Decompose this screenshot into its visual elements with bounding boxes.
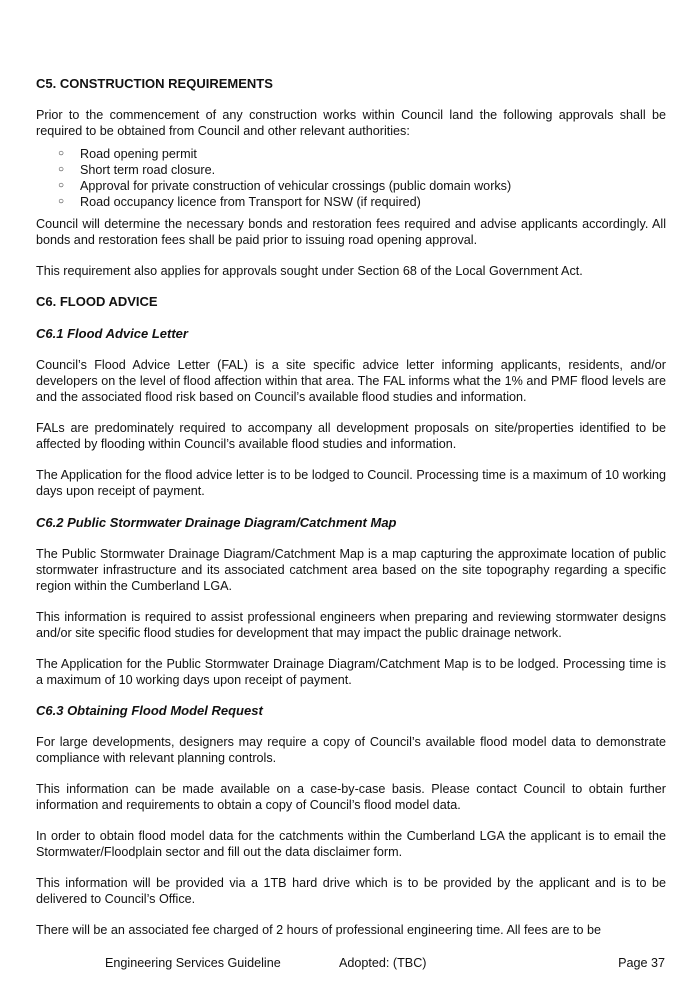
list-item: ○ Short term road closure. (58, 163, 216, 177)
hollow-circle-bullet-icon: ○ (58, 164, 65, 175)
c63-paragraph-2: This information can be made available on a case-by-case basis. Please contact Council to obtain further information and requirements to obtain a copy of Council’s flood model data. (36, 782, 666, 812)
hollow-circle-bullet-icon: ○ (58, 180, 65, 191)
c61-paragraph-3: The Application for the flood advice letter is to be lodged to Council. Processing time is a maximum of 10 working days upon receipt of payment. (36, 468, 666, 498)
hollow-circle-bullet-icon: ○ (58, 148, 65, 159)
c61-paragraph-1: Council’s Flood Advice Letter (FAL) is a site specific advice letter informing applicants, residents, and/or developers on the level of flood affection within that area. The FAL informs what the 1% and PMF flood levels are and the associated flood risk based on Council’s available flood studies and information. (36, 358, 666, 404)
c5-approvals-list (36, 146, 666, 210)
c63-heading: C6.3 Obtaining Flood Model Request (36, 703, 263, 718)
footer-adopted: Adopted: (TBC) (339, 956, 427, 970)
list-item: ○ Road occupancy licence from Transport for NSW (if required) (58, 195, 421, 209)
c61-paragraph-2: FALs are predominately required to accompany all development proposals on site/properties identified to be affected by flooding within Council’s available flood studies and information. (36, 421, 666, 451)
list-item: ○ Approval for private construction of vehicular crossings (public domain works) (58, 179, 512, 193)
c62-paragraph-1: The Public Stormwater Drainage Diagram/Catchment Map is a map capturing the approximate location of public stormwater infrastructure and its associated catchment area based on the site topography regarding a specific region within the Cumberland LGA. (36, 547, 666, 593)
hollow-circle-bullet-icon: ○ (58, 196, 65, 207)
c62-paragraph-3: The Application for the Public Stormwater Drainage Diagram/Catchment Map is to be lodged. Processing time is a maximum of 10 working days upon receipt of payment. (36, 657, 666, 687)
footer-document-title: Engineering Services Guideline (105, 956, 281, 970)
c5-intro: Prior to the commencement of any construction works within Council land the following approvals shall be required to be obtained from Council and other relevant authorities: (36, 108, 666, 138)
c5-heading: C5. CONSTRUCTION REQUIREMENTS (36, 76, 273, 91)
c61-heading: C6.1 Flood Advice Letter (36, 326, 188, 341)
c62-heading: C6.2 Public Stormwater Drainage Diagram/Catchment Map (36, 515, 397, 530)
c62-paragraph-2: This information is required to assist professional engineers when preparing and reviewing stormwater designs and/or site specific flood studies for development that may impact the public drainage network. (36, 610, 666, 640)
footer-page-number: Page 37 (618, 956, 665, 970)
c63-paragraph-5: There will be an associated fee charged of 2 hours of professional engineering time. All fees are to be (36, 923, 601, 937)
c63-paragraph-3: In order to obtain flood model data for the catchments within the Cumberland LGA the applicant is to email the Stormwater/Floodplain sector and fill out the data disclaimer form. (36, 829, 666, 859)
c5-bonds-paragraph: Council will determine the necessary bonds and restoration fees required and advise applicants accordingly. All bonds and restoration fees shall be paid prior to issuing road opening approval. (36, 217, 666, 247)
c63-paragraph-4: This information will be provided via a 1TB hard drive which is to be provided by the applicant and is to be delivered to Council’s Office. (36, 876, 666, 906)
document-page (36, 0, 666, 990)
c5-section68-paragraph: This requirement also applies for approvals sought under Section 68 of the Local Government Act. (36, 264, 583, 278)
list-item: ○ Road opening permit (58, 147, 197, 161)
c6-heading: C6. FLOOD ADVICE (36, 294, 158, 309)
c63-paragraph-1: For large developments, designers may require a copy of Council’s available flood model data to demonstrate compliance with relevant planning controls. (36, 735, 666, 765)
